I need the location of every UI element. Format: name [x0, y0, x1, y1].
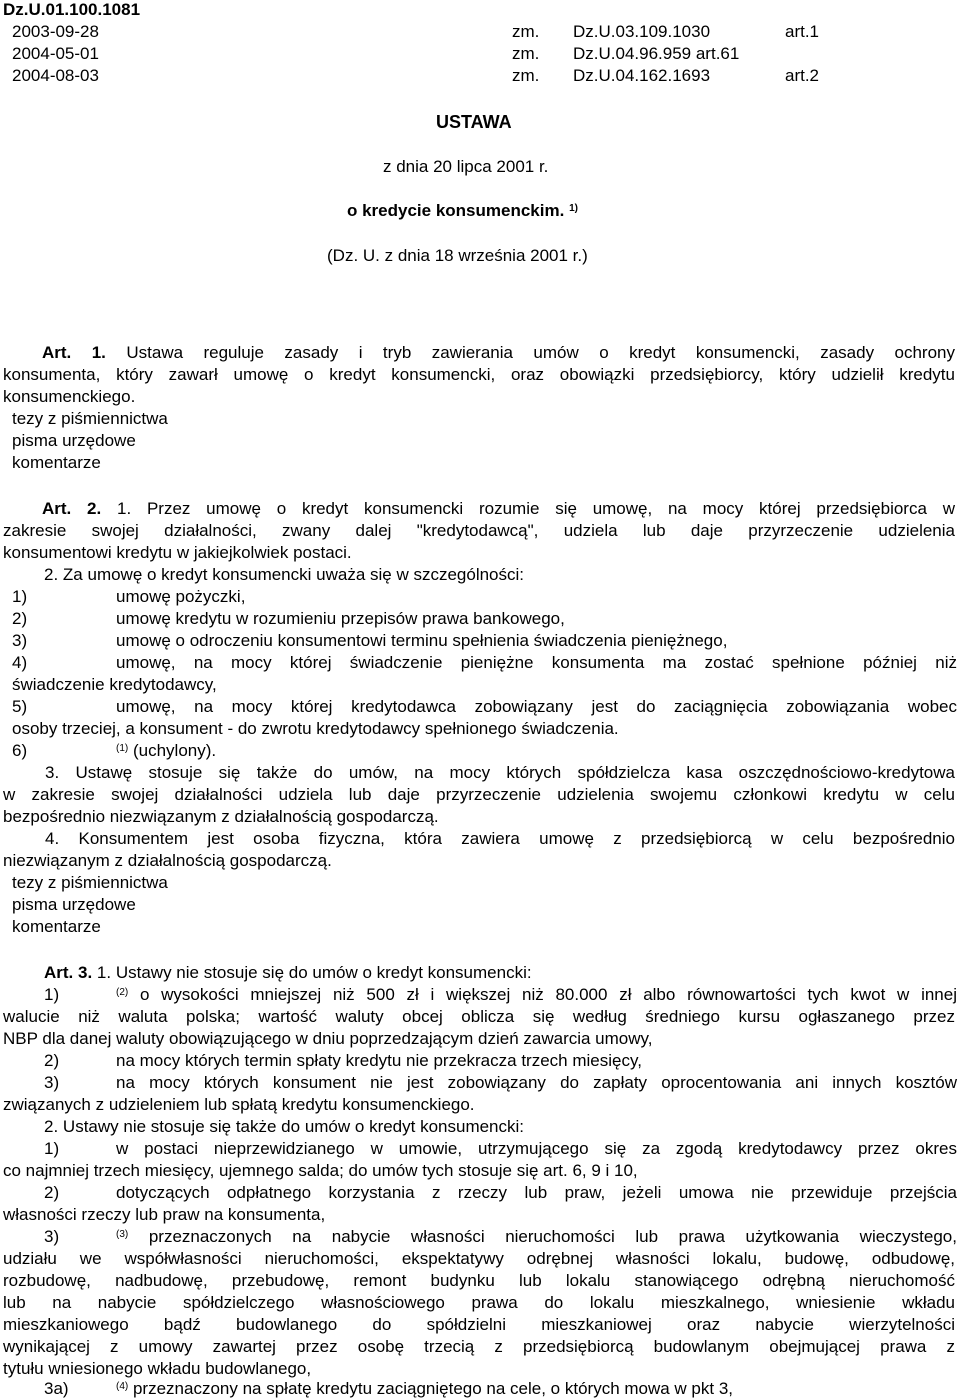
list-item-text: na mocy których konsument nie jest zobowiązany do zapłaty oprocentowania ani innych kosztów [116, 1073, 957, 1092]
amendment-zm: zm. [512, 44, 540, 63]
amendment-zm: zm. [512, 22, 540, 41]
amendment-art: art.1 [785, 22, 820, 41]
art2-p3-line1 [3, 762, 955, 784]
art3-p2-num: 2. [44, 1117, 59, 1136]
list-item-text: umowę o odroczeniu konsumentowi terminu spełnienia świadczenia pieniężnego, [116, 631, 728, 650]
list-item-text: w postaci nieprzewidzianego w umowie, utrzymującego się za zgodą kredytodawcy przez okres [116, 1139, 957, 1158]
list-item-cont: wynikającej z umowy zawartej przez osobę trzecią z przedsiębiorcą budowlanym obejmującej prawa z [3, 1337, 955, 1356]
list-item-num: 2) [44, 1183, 60, 1202]
art2-label: Art. 2. [42, 499, 102, 518]
art3-p2-text: Ustawy nie stosuje się także do umów o kredyt konsumencki: [62, 1117, 525, 1136]
list-item-num: 3a) [44, 1379, 69, 1398]
list-item-num: 3) [44, 1073, 60, 1092]
list-item-num: 3) [44, 1227, 60, 1246]
list-item-text [116, 984, 957, 1006]
amendment-date: 2003-09-28 [12, 22, 99, 41]
list-item-text: umowę kredytu w rozumieniu przepisów prawa bankowego, [116, 609, 565, 628]
art2-p4-text: Konsumentem jest osoba fizyczna, która zawiera umowę z przedsiębiorcą w celu bezpośrednio [78, 829, 955, 848]
art1-label: Art. 1. [42, 343, 106, 362]
list-item-num: 2) [44, 1051, 60, 1070]
amendment-date: 2004-08-03 [12, 66, 99, 85]
art2-p4-line1 [3, 828, 955, 850]
link-pisma[interactable]: pisma urzędowe [12, 895, 136, 914]
list-item-num: 1) [44, 1139, 60, 1158]
list-item-text [116, 1378, 733, 1400]
art2-p3-line2: w zakresie swojej działalności udziela lub daje przyrzeczenie udzielenia swojemu członkowi kredytu w celu [3, 785, 955, 804]
list-item-text-body: przeznaczony na spłatę kredytu zaciągniętego na cele, o których mowa w pkt 3, [132, 1379, 734, 1398]
amendment-ref: Dz.U.03.109.1030 [573, 22, 711, 41]
art2-p3-num: 3. [45, 763, 60, 782]
art2-p3-text: Ustawę stosuje się także do umów, na mocy których spółdzielcza kasa oszczędnościowo-kredytowa [75, 763, 955, 782]
art3-label: Art. 3. [44, 963, 93, 982]
list-item-num: 4) [12, 653, 28, 672]
link-tezy[interactable]: tezy z piśmiennictwa [12, 409, 168, 428]
art2-line3: konsumentowi kredytu w jakiejkolwiek postaci. [3, 543, 352, 562]
list-item-cont: związanych z udzieleniem lub spłatą kredytu konsumenckiego. [3, 1095, 475, 1114]
list-item-num: 2) [12, 609, 28, 628]
list-item-cont: tytułu wniesionego wkładu budowlanego, [3, 1359, 312, 1378]
art3-p2 [44, 1116, 524, 1138]
journal-reference: (Dz. U. z dnia 18 września 2001 r.) [327, 246, 588, 265]
act-subject-text: o kredycie konsumenckim. [347, 201, 565, 220]
footnote-marker[interactable]: (1) [116, 743, 129, 754]
amendment-ref: Dz.U.04.96.959 art.61 [573, 44, 740, 63]
list-item-text [116, 1226, 957, 1248]
list-item-text: umowę pożyczki, [116, 587, 246, 606]
list-item-cont: co najmniej trzech miesięcy, ujemnego salda; do umów tych stosuje się art. 6, 9 i 10, [3, 1161, 638, 1180]
footnote-marker[interactable]: 1) [569, 203, 578, 214]
list-item-cont: lub na nabycie spółdzielczego własnościowego prawa do lokalu mieszkalnego, wniesienie wkładu [3, 1293, 955, 1312]
link-pisma[interactable]: pisma urzędowe [12, 431, 136, 450]
list-item-cont: własności rzeczy lub praw na konsumenta, [3, 1205, 326, 1224]
art2-p2 [44, 564, 524, 586]
art1-line3: konsumenckiego. [3, 387, 136, 406]
link-komentarze[interactable]: komentarze [12, 917, 101, 936]
list-item-text-body: o wysokości mniejszej niż 500 zł i większej niż 80.000 zł albo równowartości tych kwot w innej [139, 985, 957, 1004]
list-item-cont: świadczenie kredytodawcy, [12, 675, 217, 694]
list-item-cont: walucie niż waluta polska; wartość waluty obcej oblicza się według średniego kursu ogłaszanego przez [3, 1007, 955, 1026]
list-item-cont: rozbudowę, nadbudowę, przebudowę, remont budynku lub lokalu stanowiącego odrębną nieruchomość [3, 1271, 955, 1290]
art2-line2: zakresie swojej działalności, zwany dalej "kredytodawcą", udziela lub daje przyrzeczenie udzielenia [3, 521, 955, 540]
footnote-marker[interactable]: (2) [116, 987, 129, 998]
link-tezy[interactable]: tezy z piśmiennictwa [12, 873, 168, 892]
list-item-cont: udziału we współwłasności nieruchomości, ekspektatywy odrębnej własności lokalu, budowę, odbudowę, [3, 1249, 955, 1268]
art2-p4-num: 4. [45, 829, 60, 848]
act-subject [347, 200, 578, 222]
amendment-date: 2004-05-01 [12, 44, 99, 63]
art2-p2-text: Za umowę o kredyt konsumencki uważa się w szczególności: [62, 565, 525, 584]
list-item-text-body: (uchylony). [132, 741, 217, 760]
art3-p1-text: Ustawy nie stosuje się do umów o kredyt konsumencki: [115, 963, 532, 982]
list-item-num: 3) [12, 631, 28, 650]
art2-p3-line3: bezpośrednio niezwiązanym z działalnością gospodarczą. [3, 807, 439, 826]
art2-p1-text: Przez umowę o kredyt konsumencki rozumie się umowę, na mocy której przedsiębiorca w [146, 499, 955, 518]
act-type-title: USTAWA [436, 112, 512, 132]
list-item-text [116, 740, 216, 762]
link-komentarze[interactable]: komentarze [12, 453, 101, 472]
list-item-text: na mocy których termin spłaty kredytu nie przekracza trzech miesięcy, [116, 1051, 642, 1070]
art2-line1 [3, 498, 955, 520]
footnote-marker[interactable]: (4) [116, 1381, 129, 1392]
act-date: z dnia 20 lipca 2001 r. [383, 157, 549, 176]
amendment-art: art.2 [785, 66, 820, 85]
art3-p1-num: 1. [96, 963, 112, 982]
list-item-num: 5) [12, 697, 28, 716]
art2-p4-line2: niezwiązanym z działalnością gospodarczą. [3, 851, 332, 870]
art1-line2: konsumenta, który zawarł umowę o kredyt konsumencki, oraz obowiązki przedsiębiorcy, który udzielił kredytu [3, 365, 955, 384]
list-item-num: 1) [12, 587, 28, 606]
list-item-text-body: przeznaczonych na nabycie własności nieruchomości lub prawa użytkowania wieczystego, [148, 1227, 957, 1246]
art2-p1-num: 1. [116, 499, 132, 518]
amendment-ref: Dz.U.04.162.1693 [573, 66, 711, 85]
list-item-cont: osoby trzeciej, a konsument - do zwrotu kredytodawcy spełnionego świadczenia. [12, 719, 619, 738]
doc-id: Dz.U.01.100.1081 [3, 0, 141, 19]
list-item-text: umowę, na mocy której kredytodawca zobowiązany jest do zaciągnięcia zobowiązania wobec [116, 697, 957, 716]
art2-p2-num: 2. [44, 565, 59, 584]
list-item-cont: mieszkaniowego bądź budowlanego do spółdzielni mieszkaniowej oraz nabycie wierzytelności [3, 1315, 955, 1334]
list-item-cont: NBP dla danej waluty obowiązującego w dniu poprzedzającym dzień zawarcia umowy, [3, 1029, 653, 1048]
list-item-text: umowę, na mocy której świadczenie pieniężne konsumenta ma zostać spełnione później niż [116, 653, 957, 672]
list-item-num: 1) [44, 985, 60, 1004]
art1-line1 [3, 342, 955, 364]
list-item-text: dotyczących odpłatnego korzystania z rzeczy lub praw, jeżeli umowa nie przewiduje przejścia [116, 1183, 957, 1202]
footnote-marker[interactable]: (3) [116, 1229, 129, 1240]
amendment-zm: zm. [512, 66, 540, 85]
list-item-num: 6) [12, 741, 28, 760]
art1-text: Ustawa reguluje zasady i tryb zawierania umów o kredyt konsumencki, zasady ochrony [126, 343, 955, 362]
art3-header [44, 962, 532, 984]
